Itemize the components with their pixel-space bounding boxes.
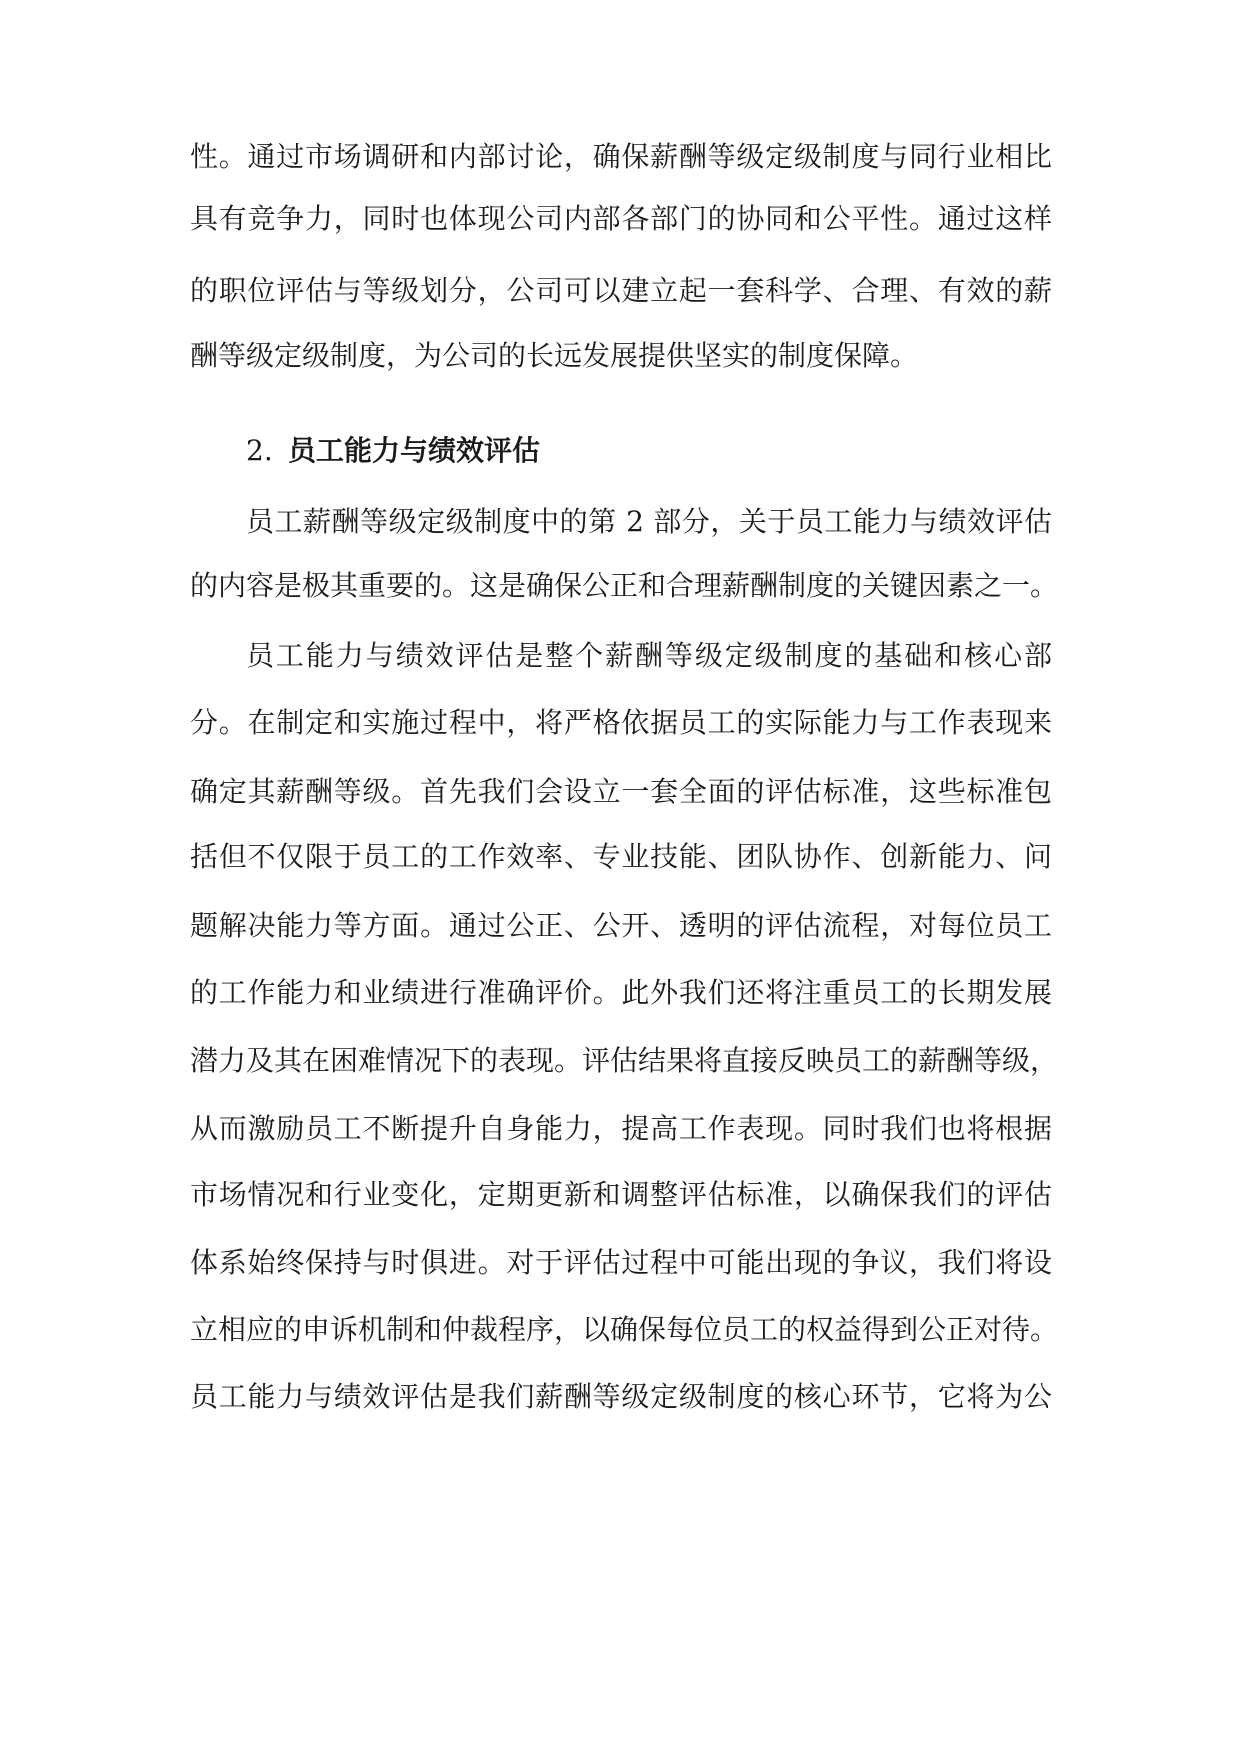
paragraph-line: 性。通过市场调研和内部讨论，确保薪酬等级定级制度与同行业相比 [190,140,1052,173]
paragraph-line: 的工作能力和业绩进行准确评价。此外我们还将注重员工的长期发展 [190,976,1052,1009]
section-number: 2. [246,434,273,467]
paragraph-line: 具有竞争力，同时也体现公司内部各部门的协同和公平性。通过这样 [190,202,1052,235]
paragraph-line: 的职位评估与等级划分，公司可以建立起一套科学、合理、有效的薪 [190,274,1052,307]
paragraph-line: 题解决能力等方面。通过公正、公开、透明的评估流程，对每位员工 [190,909,1052,942]
section-heading [246,430,540,472]
paragraph-line: 的内容是极其重要的。这是确保公正和合理薪酬制度的关键因素之一。 [190,569,1059,602]
paragraph-line: 员工能力与绩效评估是我们薪酬等级定级制度的核心环节，它将为公 [190,1380,1052,1413]
paragraph-line: 员工薪酬等级定级制度中的第 2 部分，关于员工能力与绩效评估 [246,505,1052,538]
paragraph-line: 括但不仅限于员工的工作效率、专业技能、团队协作、创新能力、问 [190,840,1052,873]
paragraph-line: 潜力及其在困难情况下的表现。评估结果将直接反映员工的薪酬等级， [190,1044,1059,1077]
paragraph-line: 酬等级定级制度，为公司的长远发展提供坚实的制度保障。 [190,339,919,372]
paragraph-line: 体系始终保持与时俱进。对于评估过程中可能出现的争议，我们将设 [190,1246,1052,1279]
paragraph-line: 立相应的申诉机制和仲裁程序，以确保每位员工的权益得到公正对待。 [190,1313,1059,1346]
paragraph-line: 员工能力与绩效评估是整个薪酬等级定级制度的基础和核心部 [246,639,1052,672]
paragraph-line: 分。在制定和实施过程中，将严格依据员工的实际能力与工作表现来 [190,706,1052,739]
section-title: 员工能力与绩效评估 [288,434,541,467]
paragraph-line: 确定其薪酬等级。首先我们会设立一套全面的评估标准，这些标准包 [190,775,1052,808]
paragraph-line: 市场情况和行业变化，定期更新和调整评估标准，以确保我们的评估 [190,1178,1052,1211]
paragraph-line: 从而激励员工不断提升自身能力，提高工作表现。同时我们也将根据 [190,1112,1052,1145]
